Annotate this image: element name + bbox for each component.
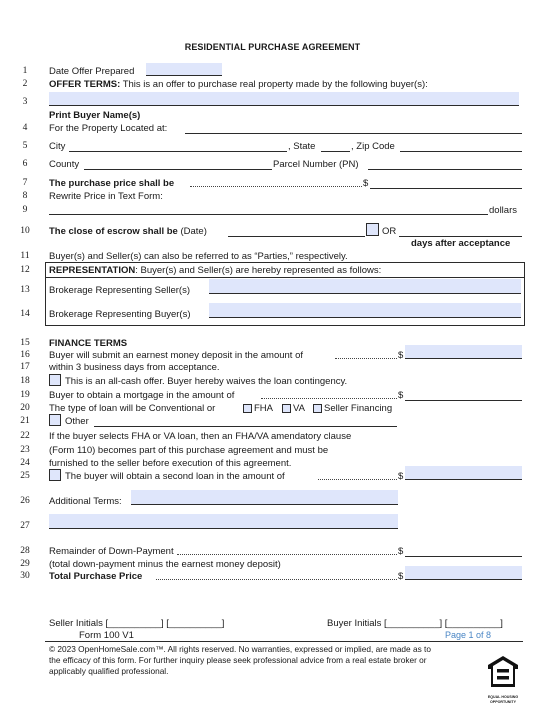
offer-terms-heading: OFFER TERMS: bbox=[49, 79, 121, 90]
finance-terms-heading: FINANCE TERMS bbox=[49, 338, 128, 349]
escrow-days-field[interactable] bbox=[399, 236, 522, 237]
other-loan-field[interactable] bbox=[94, 426, 397, 427]
dollar-sign: $ bbox=[398, 350, 404, 361]
county-field[interactable] bbox=[84, 169, 272, 170]
zip-field[interactable] bbox=[400, 151, 522, 152]
total-price-label: Total Purchase Price bbox=[49, 571, 143, 582]
line-number: 22 bbox=[20, 431, 30, 441]
mortgage-label: Buyer to obtain a mortgage in the amount of bbox=[49, 390, 235, 401]
seller-initials[interactable]: Seller Initials [__________] [__________] bbox=[49, 618, 225, 629]
fha-va-clause-3: furnished to the seller before execution of this agreement. bbox=[49, 458, 292, 469]
property-address-line[interactable] bbox=[185, 133, 522, 134]
property-located-label: For the Property Located at: bbox=[49, 123, 168, 134]
dollar-sign: $ bbox=[398, 390, 404, 401]
copyright-line-3: applicably qualified professional. bbox=[49, 666, 169, 676]
line-number: 14 bbox=[20, 309, 30, 319]
leader-dots bbox=[190, 186, 362, 187]
line-number: 24 bbox=[20, 458, 30, 468]
earnest-money-deadline: within 3 business days from acceptance. bbox=[49, 362, 220, 373]
dollars-label: dollars bbox=[489, 205, 517, 216]
line-number: 7 bbox=[22, 178, 28, 188]
brokerage-seller-label: Brokerage Representing Seller(s) bbox=[49, 285, 190, 296]
form-number: Form 100 V1 bbox=[79, 630, 134, 641]
line-number: 8 bbox=[22, 191, 28, 201]
line-number: 3 bbox=[22, 97, 28, 107]
line-number: 28 bbox=[20, 546, 30, 556]
brokerage-seller-field[interactable] bbox=[209, 279, 521, 294]
rewrite-price-label: Rewrite Price in Text Form: bbox=[49, 191, 163, 202]
line-number: 12 bbox=[20, 265, 30, 275]
line-number: 9 bbox=[22, 205, 28, 215]
fha-label: FHA bbox=[254, 403, 273, 414]
second-loan-checkbox[interactable] bbox=[49, 469, 61, 481]
line-number: 13 bbox=[20, 285, 30, 295]
line-number: 26 bbox=[20, 496, 30, 506]
escrow-date-field[interactable] bbox=[228, 236, 365, 237]
second-loan-field[interactable] bbox=[405, 466, 522, 480]
document-title: RESIDENTIAL PURCHASE AGREEMENT bbox=[184, 42, 361, 52]
remainder-field[interactable] bbox=[405, 556, 522, 557]
line-number: 20 bbox=[20, 403, 30, 413]
line-number: 5 bbox=[22, 141, 28, 151]
second-loan-label: The buyer will obtain a second loan in the amount of bbox=[65, 471, 285, 482]
dollar-sign: $ bbox=[398, 471, 404, 482]
dollar-sign: $ bbox=[398, 546, 404, 557]
escrow-label: The close of escrow shall be bbox=[49, 226, 178, 237]
footer-divider bbox=[45, 641, 523, 642]
page-number: Page 1 of 8 bbox=[445, 630, 492, 640]
line-number: 18 bbox=[20, 376, 30, 386]
buyer-initials[interactable]: Buyer Initials [__________] [__________] bbox=[327, 618, 503, 629]
brokerage-buyer-field[interactable] bbox=[209, 303, 521, 318]
remainder-label: Remainder of Down-Payment bbox=[49, 546, 174, 557]
line-number: 1 bbox=[22, 66, 28, 76]
date-offer-field[interactable] bbox=[146, 63, 222, 76]
equal-housing-opportunity-icon bbox=[485, 654, 521, 704]
line-number: 25 bbox=[20, 471, 30, 481]
earnest-money-label: Buyer will submit an earnest money deposit in the amount of bbox=[49, 350, 303, 361]
brokerage-buyer-label: Brokerage Representing Buyer(s) bbox=[49, 309, 191, 320]
line-number: 19 bbox=[20, 390, 30, 400]
copyright-line-1: © 2023 OpenHomeSale.com™. All rights reserved. No warranties, expressed or implied, are made as to bbox=[49, 644, 431, 654]
line-number: 30 bbox=[20, 571, 30, 581]
fha-va-clause-2: (Form 110) becomes part of this purchase agreement and must be bbox=[49, 445, 329, 456]
eho-caption bbox=[485, 695, 521, 704]
divider bbox=[45, 277, 525, 278]
all-cash-checkbox[interactable] bbox=[49, 374, 61, 386]
earnest-money-field[interactable] bbox=[405, 345, 522, 359]
seller-financing-label: Seller Financing bbox=[324, 403, 393, 414]
leader-dots bbox=[335, 358, 397, 359]
city-field[interactable] bbox=[69, 151, 287, 152]
all-cash-label: This is an all-cash offer. Buyer hereby waives the loan contingency. bbox=[65, 376, 348, 387]
fha-va-clause-1: If the buyer selects FHA or VA loan, then an FHA/VA amendatory clause bbox=[49, 431, 352, 442]
state-field[interactable] bbox=[321, 151, 350, 152]
representation-text: : Buyer(s) and Seller(s) are hereby represented as follows: bbox=[135, 265, 382, 276]
county-label: County bbox=[49, 159, 80, 170]
purchase-price-field[interactable] bbox=[370, 188, 522, 189]
line-number: 10 bbox=[20, 226, 30, 236]
line-number: 23 bbox=[20, 445, 30, 455]
leader-dots bbox=[318, 479, 397, 480]
other-loan-label: Other bbox=[65, 416, 89, 427]
leader-dots bbox=[261, 398, 397, 399]
escrow-days-checkbox[interactable] bbox=[366, 223, 379, 236]
line-number: 6 bbox=[22, 159, 28, 169]
escrow-date-label: (Date) bbox=[177, 226, 207, 237]
line-number: 17 bbox=[20, 362, 30, 372]
offer-terms-line bbox=[49, 79, 428, 90]
va-label: VA bbox=[293, 403, 305, 414]
eho-caption-line-2: OPPORTUNITY bbox=[490, 699, 516, 704]
other-loan-checkbox[interactable] bbox=[49, 414, 61, 426]
date-offer-label: Date Offer Prepared bbox=[49, 66, 135, 77]
mortgage-amount-field[interactable] bbox=[405, 400, 522, 401]
parties-text: Buyer(s) and Seller(s) can also be referred to as “Parties,” respectively. bbox=[49, 251, 348, 262]
dollar-sign: $ bbox=[363, 178, 369, 189]
escrow-line bbox=[49, 226, 207, 237]
line-number: 2 bbox=[22, 79, 28, 89]
line-number: 27 bbox=[20, 521, 30, 531]
line-number: 29 bbox=[20, 559, 30, 569]
line-number: 15 bbox=[20, 338, 30, 348]
dollar-sign: $ bbox=[398, 571, 404, 582]
seller-financing-checkbox[interactable] bbox=[313, 404, 322, 413]
parcel-field[interactable] bbox=[368, 169, 522, 170]
remainder-note: (total down-payment minus the earnest money deposit) bbox=[49, 559, 281, 570]
days-after-label: days after acceptance bbox=[411, 238, 511, 249]
parcel-label: Parcel Number (PN) bbox=[273, 159, 359, 170]
va-checkbox[interactable] bbox=[282, 404, 291, 413]
purchase-price-label: The purchase price shall be bbox=[49, 178, 175, 189]
line-number: 16 bbox=[20, 350, 30, 360]
representation-heading: REPRESENTATION bbox=[49, 265, 136, 276]
state-label: , State bbox=[288, 141, 316, 152]
leader-dots bbox=[177, 554, 397, 555]
city-label: City bbox=[49, 141, 66, 152]
copyright-line-2: the efficacy of this form. For further inquiry please seek professional advice from a real estate broker or bbox=[49, 655, 427, 665]
additional-terms-field-1[interactable] bbox=[131, 490, 398, 505]
or-label: OR bbox=[382, 226, 397, 237]
leader-dots bbox=[156, 579, 397, 580]
zip-label: , Zip Code bbox=[351, 141, 395, 152]
additional-terms-label: Additional Terms: bbox=[49, 496, 122, 507]
line-number: 21 bbox=[20, 416, 30, 426]
print-buyer-label: Print Buyer Name(s) bbox=[49, 110, 141, 121]
additional-terms-field-2[interactable] bbox=[49, 514, 398, 529]
line-number: 4 bbox=[22, 123, 28, 133]
total-price-field[interactable] bbox=[405, 566, 522, 580]
loan-type-label: The type of loan will be Conventional or bbox=[49, 403, 216, 414]
line-number: 11 bbox=[20, 251, 30, 261]
buyer-names-field[interactable] bbox=[49, 92, 519, 106]
fha-checkbox[interactable] bbox=[243, 404, 252, 413]
price-text-field[interactable] bbox=[49, 214, 488, 215]
eho-caption-line-1: EQUAL HOUSING bbox=[487, 695, 519, 699]
offer-terms-text: This is an offer to purchase real property made by the following buyer(s): bbox=[122, 79, 428, 90]
representation-line bbox=[49, 265, 381, 276]
